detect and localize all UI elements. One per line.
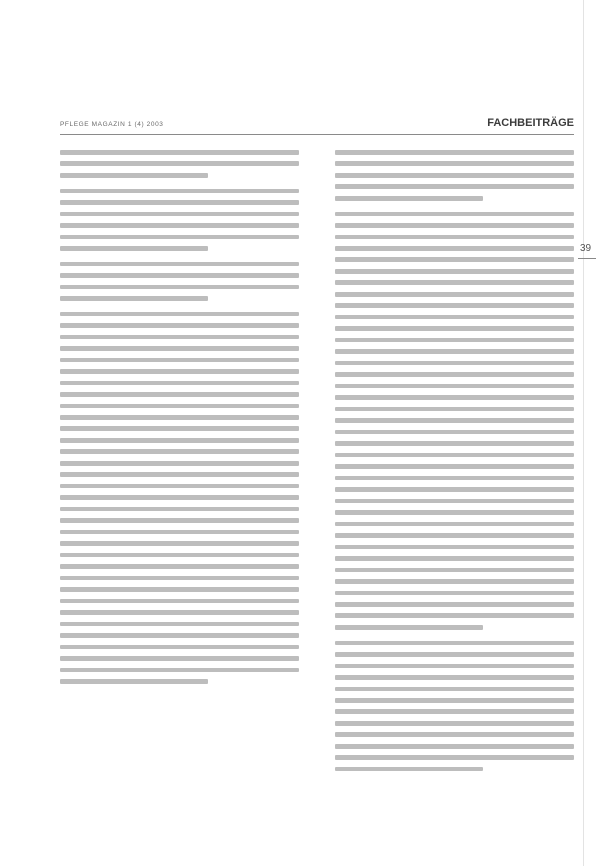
text-line: [60, 346, 299, 351]
text-line: [60, 564, 299, 569]
text-line: [60, 392, 299, 397]
text-line: [60, 381, 299, 386]
text-line: [60, 495, 299, 500]
text-line: [335, 349, 574, 354]
text-line: [335, 664, 574, 669]
text-line: [335, 173, 574, 178]
text-line: [335, 579, 574, 584]
text-line: [60, 369, 299, 374]
text-line: [335, 303, 574, 308]
text-line: [60, 587, 299, 592]
page-number: 39: [580, 243, 592, 254]
text-line: [60, 622, 299, 627]
text-line: [335, 556, 574, 561]
text-line: [335, 150, 574, 155]
text-line: [335, 212, 574, 217]
text-line: [335, 235, 574, 240]
text-line: [60, 507, 299, 512]
text-line: [335, 441, 574, 446]
text-line: [335, 292, 574, 297]
text-line: [60, 273, 299, 278]
text-line: [60, 438, 299, 443]
text-line: [60, 484, 299, 489]
text-line: [60, 449, 299, 454]
text-line: [60, 358, 299, 363]
text-line: [60, 645, 299, 650]
text-line: [60, 223, 299, 228]
section-title: FACHBEITRÄGE: [487, 117, 574, 129]
text-line: [335, 407, 574, 412]
paragraph: [60, 189, 299, 251]
text-line: [335, 625, 483, 630]
text-line: [60, 235, 299, 240]
page-header: [60, 117, 574, 133]
text-line: [335, 709, 574, 714]
text-line: [60, 668, 299, 673]
text-line: [335, 721, 574, 726]
text-line: [335, 675, 574, 680]
page-number-rule: [578, 258, 596, 259]
text-line: [60, 200, 299, 205]
text-line: [335, 545, 574, 550]
text-line: [335, 687, 574, 692]
text-line: [335, 499, 574, 504]
text-line: [335, 602, 574, 607]
text-line: [60, 633, 299, 638]
text-line: [60, 189, 299, 194]
text-line: [335, 767, 483, 772]
header-rule: [60, 134, 574, 135]
text-line: [335, 246, 574, 251]
text-line: [60, 335, 299, 340]
text-line: [60, 599, 299, 604]
paragraph: [335, 641, 574, 772]
paragraph: [335, 150, 574, 201]
text-line: [335, 755, 574, 760]
text-line: [60, 150, 299, 155]
text-line: [335, 430, 574, 435]
text-line: [60, 285, 299, 290]
text-line: [335, 641, 574, 646]
text-line: [60, 296, 208, 301]
paragraph: [60, 262, 299, 301]
text-line: [335, 533, 574, 538]
text-line: [335, 591, 574, 596]
text-line: [335, 613, 574, 618]
text-line: [60, 173, 208, 178]
text-line: [60, 404, 299, 409]
text-line: [60, 518, 299, 523]
text-line: [335, 372, 574, 377]
text-line: [335, 280, 574, 285]
journal-title: PFLEGE MAGAZIN 1 (4) 2003: [60, 121, 164, 128]
text-line: [335, 326, 574, 331]
text-line: [60, 656, 299, 661]
text-line: [60, 576, 299, 581]
text-line: [60, 530, 299, 535]
text-line: [335, 418, 574, 423]
text-line: [60, 610, 299, 615]
text-line: [60, 461, 299, 466]
text-line: [335, 510, 574, 515]
right-column: [335, 150, 574, 782]
text-line: [335, 744, 574, 749]
paragraph: [335, 212, 574, 630]
text-line: [60, 212, 299, 217]
text-line: [335, 395, 574, 400]
text-line: [335, 361, 574, 366]
text-line: [335, 453, 574, 458]
text-line: [60, 246, 208, 251]
text-line: [335, 487, 574, 492]
paragraph: [60, 312, 299, 684]
text-line: [60, 679, 208, 684]
text-line: [335, 476, 574, 481]
text-line: [335, 698, 574, 703]
left-column: [60, 150, 299, 695]
text-line: [60, 472, 299, 477]
text-line: [335, 652, 574, 657]
paragraph: [60, 150, 299, 178]
text-line: [335, 522, 574, 527]
text-line: [60, 262, 299, 267]
text-line: [335, 161, 574, 166]
text-line: [60, 323, 299, 328]
text-line: [335, 196, 483, 201]
text-line: [60, 553, 299, 558]
text-line: [335, 338, 574, 343]
text-line: [60, 541, 299, 546]
text-line: [335, 568, 574, 573]
text-line: [335, 184, 574, 189]
text-line: [60, 415, 299, 420]
text-line: [335, 223, 574, 228]
text-line: [335, 464, 574, 469]
text-line: [60, 161, 299, 166]
text-line: [60, 426, 299, 431]
text-line: [335, 315, 574, 320]
text-line: [60, 312, 299, 317]
text-line: [335, 269, 574, 274]
text-line: [335, 384, 574, 389]
text-line: [335, 257, 574, 262]
text-line: [335, 732, 574, 737]
